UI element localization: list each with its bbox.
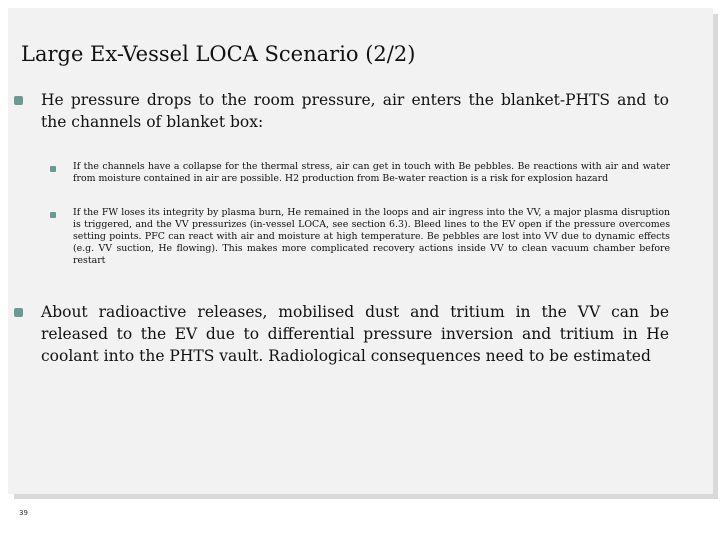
content-panel — [8, 88, 713, 494]
bullet-marker-icon — [14, 308, 23, 317]
slide-title: Large Ex-Vessel LOCA Scenario (2/2) — [21, 42, 416, 66]
sub-bullet-text: If the FW loses its integrity by plasma burn, He remained in the loops and air ingress into the VV, a major plasma disruption is triggered, and the VV pressurizes (in-vessel LOCA, see section 6.3). Bleed lines to the EV open if the pressure overcomes setting points. PFC can react with air and moisture at high temperature. Be pebbles are lost into VV due to dynamic effects (e.g. VV suction, He flowing). This makes more complicated recovery actions inside VV to clean vacuum chamber before restart — [73, 207, 670, 266]
panel-shadow-bottom — [14, 494, 718, 499]
sub-bullet-text: If the channels have a collapse for the thermal stress, air can get in touch with Be pebbles. Be reactions with air and water from moisture contained in air are possible. H2 production from Be-water reaction is a risk for explosion hazard — [73, 161, 670, 184]
page-number: 39 — [19, 509, 28, 517]
panel-shadow-right — [713, 14, 718, 494]
bullet-marker-icon — [14, 96, 23, 105]
sub-bullet-marker-icon — [50, 166, 56, 172]
bullet-text: About radioactive releases, mobilised dust and tritium in the VV can be released to the EV due to differential pressure inversion and tritium in He coolant into the PHTS vault. Radiological consequences need to be estimated — [41, 303, 669, 365]
bullet-text: He pressure drops to the room pressure, air enters the blanket-PHTS and to the channels of blanket box: — [41, 91, 669, 131]
sub-bullet-marker-icon — [50, 212, 56, 218]
